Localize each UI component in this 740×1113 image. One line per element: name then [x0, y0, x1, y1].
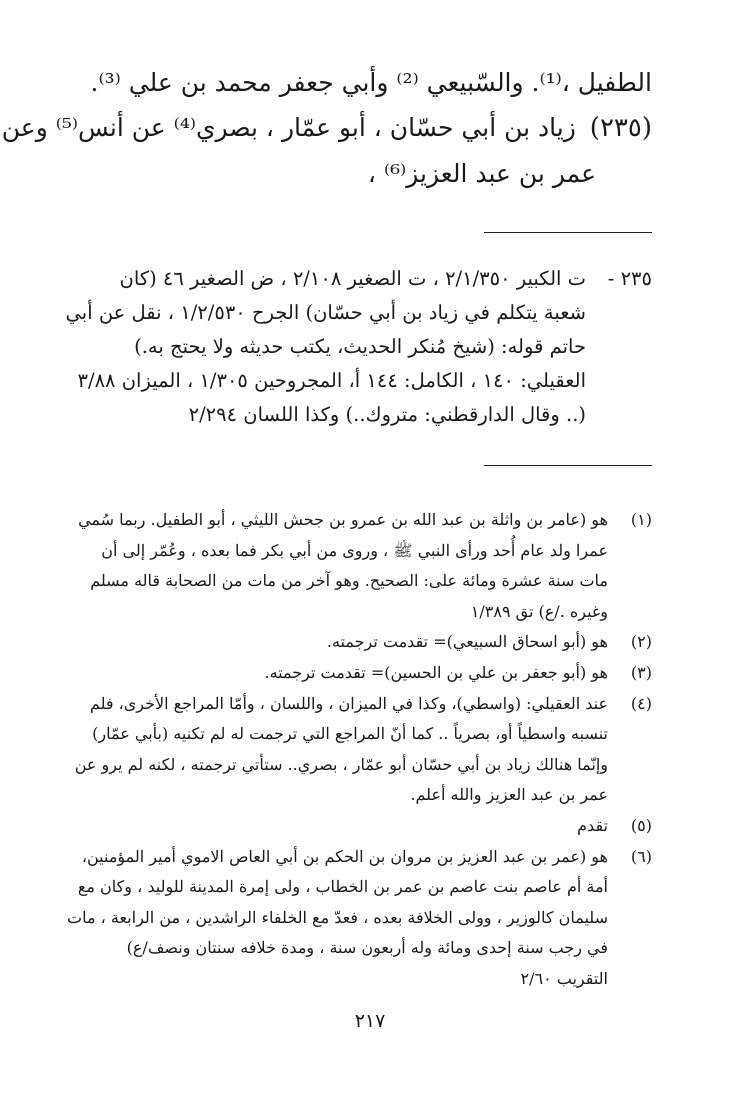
footnote: [72, 505, 652, 627]
commentary-line: حاتم قوله: (شيخ مُنكر الحديث، يكتب حديثه ولا يحتج به.): [134, 335, 586, 358]
footnote-line: في رجب سنة إحدى ومائة وله أربعون سنة ، ومدة خلافه سنتان ونصف/ع): [126, 938, 608, 958]
footnote-body: [72, 689, 608, 811]
main-text-line: عمر بن عبد العزيز⁽⁶⁾ ،: [367, 159, 596, 188]
main-text-line: الطفيل ،⁽¹⁾. والسّبيعي ⁽²⁾ وأبي جعفر محمد بن علي ⁽³⁾.: [90, 68, 652, 97]
footnote: [67, 842, 652, 995]
footnote: [72, 689, 652, 811]
footnote-line: تقدم: [577, 815, 608, 835]
footnote-number: (٢): [630, 632, 652, 652]
footnote: [72, 658, 652, 689]
commentary-number: ٢٣٥ -: [607, 267, 652, 290]
footnote-number: (٥): [630, 815, 652, 835]
footnote-line: التقريب ٢/٦٠: [520, 968, 608, 988]
footnote-line: مات سنة عشرة ومائة على: الصحيح. وهو آخر من مات من الصحابة قاله مسلم: [90, 571, 608, 591]
footnote-line: أمة أم عاصم بنت عاصم بن عمر بن الخطاب ، ولى إمرة المدينة للوليد ، وكان مع: [77, 877, 608, 897]
footnote-line: تنسبه واسطياً أو، بصرياً .. كما أنّ المراجع التي ترجمت له لم تكنيه (بأبي عمّار): [92, 724, 608, 744]
separator-rule: [484, 465, 652, 466]
footnote-line: هو (عمر بن عبد العزيز بن مروان بن الحكم بن أبي العاص الاموي أمير المؤمنين،: [81, 846, 608, 866]
footnote: [72, 627, 652, 658]
commentary-line: شعبة يتكلم في زياد بن أبي حسّان) الجرح ١/٢/٥٣٠ ، نقل عن أبي: [65, 301, 586, 324]
commentary-line: (.. وقال الدارقطني: متروك..) وكذا اللسان ٢/٢٩٤: [188, 403, 586, 426]
footnote: [72, 811, 652, 842]
footnote-line: سليمان كالوزير ، وولى الخلافة بعده ، فعدّ مع الخلفاء الراشدين ، من الرابعة ، مات: [67, 907, 608, 927]
commentary-block: [65, 262, 652, 432]
footnote-body: [72, 505, 608, 627]
commentary-first-line: [72, 262, 652, 296]
footnote-number: (٣): [630, 662, 652, 682]
footnote-body: [72, 627, 608, 658]
footnote-line: وغيره ./ع) تق ١/٣٨٩: [470, 601, 608, 621]
footnote-line: وإنّما هنالك زياد بن أبي حسّان أبو عمّار ، بصري.. ستأتي ترجمته ، لكنه لم يرو عن: [74, 754, 608, 774]
main-text-line: زياد بن أبي حسّان ، أبو عمّار ، بصري⁽⁴⁾ عن أنس⁽⁵⁾ وعن: [1, 113, 576, 142]
commentary-line: العقيلي: ١٤٠ ، الكامل: ١٤٤ أ، المجروحين ١/٣٠٥ ، الميزان ٣/٨٨: [77, 369, 586, 392]
main-text: [1, 60, 652, 196]
separator-rule: [484, 232, 652, 233]
footnote-line: هو (أبو جعفر بن علي بن الحسين)= تقدمت ترجمته.: [264, 662, 608, 682]
footnote-line: هو (أبو اسحاق السبيعي)= تقدمت ترجمته.: [326, 632, 608, 652]
footnote-body: [72, 658, 608, 689]
entry-number: (٢٣٥): [589, 113, 652, 143]
footnote-number: (٦): [630, 846, 652, 866]
footnote-line: عند العقيلي: (واسطي)، وكذا في الميزان ، واللسان ، وأمّا المراجع الأخرى، فلم: [89, 693, 608, 713]
footnote-body: [67, 842, 608, 995]
footnote-line: عمر بن عبد العزيز والله أعلم.: [410, 785, 608, 805]
footnote-line: هو (عامر بن واثلة بن عبد الله بن عمرو بن جحش الليثي ، أبو الطفيل. ربما سُمي: [78, 510, 608, 529]
footnote-number: (٤): [630, 693, 652, 713]
main-text-entry-line: [1, 105, 652, 151]
footnote-line: عمرا ولد عام أُحد ورأى النبي ﷺ ، وروى من أبي بكر فما بعده ، وعُمّر إلى أن: [101, 540, 608, 560]
page-number: ٢١٧: [354, 1010, 386, 1032]
footnote-body: [72, 811, 608, 842]
footnote-number: (١): [630, 510, 652, 529]
commentary-line: ت الكبير ٢/١/٣٥٠ ، ت الصغير ٢/١٠٨ ، ض الصغير ٤٦ (كان: [119, 267, 586, 290]
footnotes: [67, 505, 652, 995]
